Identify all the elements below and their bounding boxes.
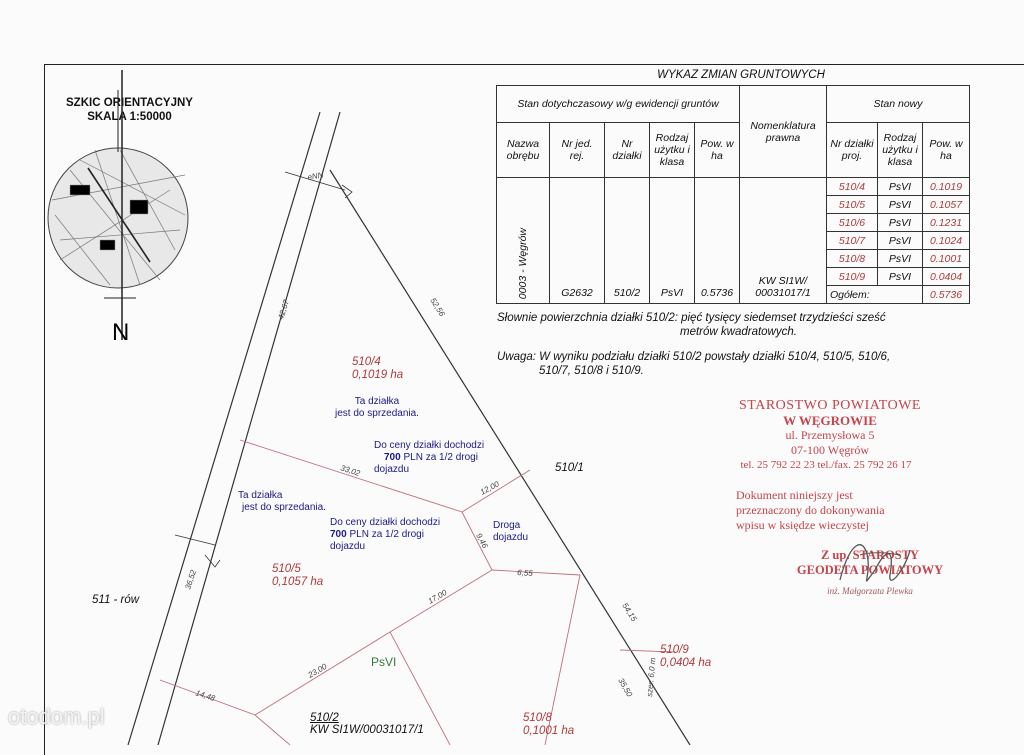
- parcel-number: 510/8: [523, 712, 552, 724]
- table-cell: 0.1231: [923, 214, 970, 232]
- dist-label: szer. 6,0 m: [645, 657, 658, 698]
- cell-obreb: [497, 178, 550, 304]
- cell-jed: G2632: [550, 178, 605, 304]
- dist-label: 9,46: [474, 531, 490, 550]
- price-note-line: dojazdu: [330, 541, 366, 552]
- total-label: Ogółem:: [827, 286, 923, 304]
- dist-label: 33,02: [339, 463, 362, 479]
- table-cell: 0.0404: [923, 268, 970, 286]
- table-row: 510/8: [827, 250, 878, 268]
- sketch-title-line1: SZKIC ORIENTACYJNY: [66, 97, 193, 109]
- header-pow-new: Pow. w ha: [923, 123, 970, 178]
- parcel-number: 510/2: [310, 712, 339, 724]
- table-row: 510/4: [827, 178, 878, 196]
- road-label-line: Droga: [493, 520, 521, 531]
- cell-dzialka: 510/2: [605, 178, 650, 304]
- price-note-line: Do ceny działki dochodzi: [330, 517, 441, 528]
- table-cell: PsVI: [878, 268, 923, 286]
- parcel-number: 510/5: [272, 563, 301, 575]
- road-label-line: dojazdu: [493, 532, 529, 543]
- slownie-line1: Słownie powierzchnia działki 510/2: pięć tysięcy siedemset trzydzieści sześć: [497, 312, 886, 324]
- cell-pow: 0.5736: [695, 178, 740, 304]
- parcel-number: 510/9: [660, 644, 689, 656]
- header-new: Stan nowy: [827, 86, 970, 123]
- dist-label: 36,52: [183, 568, 199, 591]
- parcel-511-row: 511 - rów: [92, 594, 140, 606]
- watermark: otodom.pl: [8, 704, 105, 729]
- dist-label: 23,00: [306, 661, 329, 680]
- sale-note-line: Ta działka: [354, 396, 400, 407]
- table-row: 510/9: [827, 268, 878, 286]
- header-nr-proj: Nr działki proj.: [827, 123, 878, 178]
- cell-rodzaj: PsVI: [650, 178, 695, 304]
- parcel-510-2: [310, 712, 424, 736]
- header-obreb: Nazwa obrębu: [497, 123, 550, 178]
- slownie-line2: metrów kwadratowych.: [680, 326, 797, 338]
- header-dzialka: Nr działki: [605, 123, 650, 178]
- price-note-2: [330, 517, 440, 553]
- table-cell: PsVI: [878, 196, 923, 214]
- total-value: 0.5736: [923, 286, 970, 304]
- table-cell: PsVI: [878, 178, 923, 196]
- parcel-number: 510/4: [352, 356, 381, 368]
- parcel-area: 0,1057 ha: [272, 576, 324, 588]
- price-amount: 700: [330, 529, 347, 540]
- stamp-line: STAROSTWO POWIATOWE: [739, 398, 921, 413]
- stamp-line: Dokument niniejszy jest: [736, 488, 853, 502]
- handwritten-signature: [830, 530, 920, 600]
- sketch-scale: SKALA 1:50000: [87, 111, 172, 123]
- stamp-line: przeznaczony do dokonywania: [736, 503, 885, 517]
- uwaga-note: [497, 350, 997, 378]
- sale-note-line: jest do sprzedania.: [242, 502, 326, 513]
- table-row: 510/7: [827, 232, 878, 250]
- stamp-line: wpisu w księdze wieczystej: [736, 518, 869, 532]
- table-cell: PsVI: [878, 214, 923, 232]
- table-cell: 0.1019: [923, 178, 970, 196]
- header-nomenclature: Nomenklatura prawna: [740, 86, 827, 178]
- table-row: 510/6: [827, 214, 878, 232]
- stamp-line: ul. Przemysłowa 5: [785, 428, 875, 442]
- stamp-line: W WĘGROWIE: [783, 413, 877, 428]
- stamp-line: tel. 25 792 22 23 tel./fax. 25 792 26 17: [740, 459, 912, 471]
- slownie-note: [497, 311, 997, 339]
- dist-label: 52,56: [428, 296, 447, 319]
- north-letter: N: [112, 319, 130, 346]
- sale-note-line: jest do sprzedania.: [335, 408, 419, 419]
- table-cell: PsVI: [878, 232, 923, 250]
- signature-name: inż. Małgorzata Plewka: [827, 586, 913, 596]
- dist-label: 14,48: [194, 688, 217, 704]
- parcel-510-9: [660, 644, 711, 670]
- header-rodzaj-new: Rodzaj użytku i klasa: [878, 123, 923, 178]
- header-jed: Nr jed. rej.: [550, 123, 605, 178]
- stamp-line: Z up. STAROSTY: [820, 548, 920, 562]
- parcel-kw: KW SI1W/00031017/1: [310, 724, 424, 736]
- parcel-510-8: [523, 712, 574, 738]
- dist-label: 6,55: [516, 568, 534, 579]
- header-current: Stan dotychczasowy w/g ewidencji gruntów: [497, 86, 740, 123]
- dist-label: eNN: [306, 170, 325, 182]
- table-row: 510/5: [827, 196, 878, 214]
- sale-note-line: Ta działka: [238, 490, 283, 501]
- document-note-stamp: [736, 488, 885, 533]
- parcel-510-5: [272, 563, 323, 589]
- land-changes-table: [496, 85, 970, 304]
- cell-obreb-text: 0003 - Węgrów: [517, 227, 529, 299]
- parcel-area: 0,1001 ha: [523, 725, 575, 737]
- parcel-area: 0,1019 ha: [352, 369, 404, 381]
- price-amount: 700: [384, 452, 401, 463]
- header-rodzaj: Rodzaj użytku i klasa: [650, 123, 695, 178]
- price-note-line: Do ceny działki dochodzi: [374, 440, 485, 451]
- dist-label: 35,50: [616, 676, 635, 699]
- table-cell: PsVI: [878, 250, 923, 268]
- dist-label: 42,67: [276, 298, 292, 321]
- division-lines: [160, 440, 675, 745]
- land-class-label: PsVI: [371, 655, 397, 669]
- table-cell: 0.1024: [923, 232, 970, 250]
- header-pow: Pow. w ha: [695, 123, 740, 178]
- table-cell: 0.1057: [923, 196, 970, 214]
- stamp-line: 07-100 Węgrów: [790, 443, 870, 457]
- dist-label: 54,15: [620, 601, 639, 624]
- price-note-line: PLN za 1/2 drogi: [349, 529, 424, 540]
- parcel-510-4: [352, 356, 403, 382]
- table-title: WYKAZ ZMIAN GRUNTOWYCH: [657, 69, 825, 81]
- stamp-line: GEODETA POWIATOWY: [796, 563, 944, 577]
- parcel-area: 0,0404 ha: [660, 657, 712, 669]
- dist-label: 17,00: [426, 587, 449, 606]
- road-label: [493, 520, 528, 544]
- office-stamp: [730, 398, 930, 473]
- uwaga-line1: Uwaga: W wyniku podziału działki 510/2 powstały działki 510/4, 510/5, 510/6,: [497, 351, 891, 363]
- price-note-1: [374, 440, 484, 476]
- cell-nomenclature: KW SI1W/ 00031017/1: [740, 178, 827, 304]
- table-cell: 0.1001: [923, 250, 970, 268]
- sale-note-1: [322, 396, 432, 420]
- uwaga-line2: 510/7, 510/8 i 510/9.: [539, 365, 644, 377]
- parcel-510-1: 510/1: [555, 462, 584, 474]
- orientation-sketch: [48, 70, 188, 340]
- price-note-line: PLN za 1/2 drogi: [403, 452, 478, 463]
- price-note-line: dojazdu: [374, 464, 410, 475]
- dist-label: 12,00: [478, 479, 501, 497]
- sale-note-2: [238, 490, 326, 514]
